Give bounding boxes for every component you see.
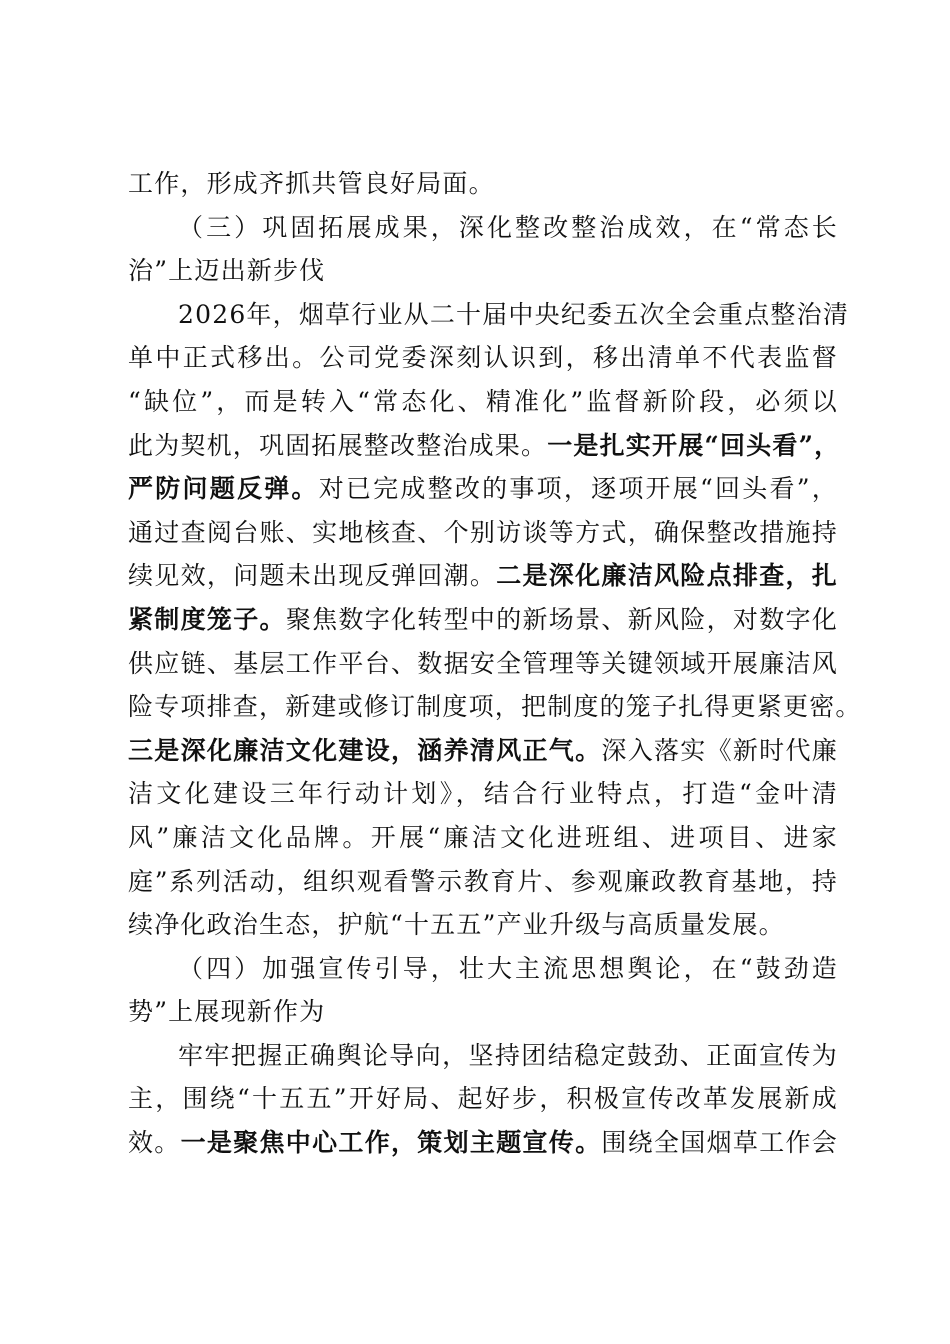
section-heading-3-line	[128, 206, 838, 250]
emphasis-text: 三是深化廉洁文化建设，涵养清风正气。	[128, 735, 602, 765]
paragraph-line	[128, 424, 841, 468]
body-text: （四）加强宣传引导，壮大主流思想舆论，在“鼓劲造	[178, 953, 838, 983]
body-text: 险专项排查，新建或修订制度项，把制度的笼子扎得更紧更密。	[128, 692, 862, 722]
emphasis-text: 紧制度笼子。	[128, 604, 286, 634]
body-text: 单中正式移出。公司党委深刻认识到，移出清单不代表监督	[128, 343, 838, 373]
body-text: 深入落实《新时代廉	[601, 735, 838, 765]
body-text: 势”上展现新作为	[128, 997, 326, 1027]
paragraph-line	[128, 380, 838, 424]
body-text: 治”上迈出新步伐	[128, 256, 326, 286]
body-text: 2026年，烟草行业从二十届中央纪委五次全会重点整治清	[178, 299, 850, 329]
emphasis-text: 一是聚焦中心工作，策划主题宣传。	[180, 1128, 602, 1158]
body-text: 洁文化建设三年行动计划》，结合行业特点，打造“金叶清	[128, 779, 838, 809]
paragraph-line	[128, 1077, 838, 1121]
body-text: 供应链、基层工作平台、数据安全管理等关键领域开展廉洁风	[128, 648, 838, 678]
body-text: 通过查阅台账、实地核查、个别访谈等方式，确保整改措施持	[128, 517, 838, 547]
paragraph-line	[128, 816, 838, 860]
paragraph-line	[128, 511, 838, 555]
emphasis-text: 严防问题反弹。	[128, 474, 319, 504]
paragraph-line	[128, 293, 850, 337]
body-text: 此为契机，巩固拓展整改整治成果。	[128, 430, 548, 460]
body-text: 工作，形成齐抓共管良好局面。	[128, 169, 495, 198]
paragraph-line	[128, 598, 838, 642]
paragraph-line	[128, 860, 838, 904]
body-text: 效。	[128, 1128, 181, 1158]
paragraph-line	[128, 685, 862, 729]
paragraph-line	[128, 729, 838, 773]
body-text: 庭”系列活动，组织观看警示教育片、参观廉政教育基地，持	[128, 866, 838, 896]
paragraph-line	[128, 554, 838, 598]
body-text: 风”廉洁文化品牌。开展“廉洁文化进班组、进项目、进家	[128, 822, 838, 852]
body-text: “缺位”，而是转入“常态化、精准化”监督新阶段，必须以	[128, 386, 838, 416]
section-heading-4-line	[128, 947, 838, 991]
body-text: 聚焦数字化转型中的新场景、新风险，对数字化	[285, 604, 839, 634]
emphasis-text: 一是扎实开展“回头看”，	[547, 430, 841, 460]
body-text: 围绕全国烟草工作会	[601, 1128, 839, 1158]
paragraph-line	[128, 467, 838, 511]
section-heading-4-line	[128, 990, 838, 1034]
paragraph-line	[128, 1034, 838, 1078]
paragraph-line	[128, 336, 838, 380]
body-text: 牢牢把握正确舆论导向，坚持团结稳定鼓劲、正面宣传为	[178, 1040, 838, 1070]
section-heading-3-line	[128, 249, 838, 293]
body-text: （三）巩固拓展成果，深化整改整治成效，在“常态长	[178, 212, 838, 242]
body-text: 续见效，问题未出现反弹回潮。	[128, 561, 497, 591]
emphasis-text: 二是深化廉洁风险点排查，扎	[496, 561, 838, 591]
document-body	[128, 162, 862, 1165]
body-text: 对已完成整改的事项，逐项开展“回头看”，	[318, 474, 838, 504]
body-text: 主，围绕“十五五”开好局、起好步，积极宣传改革发展新成	[128, 1084, 838, 1114]
paragraph-line	[128, 642, 838, 686]
body-text: 续净化政治生态，护航“十五五”产业升级与高质量发展。	[128, 910, 785, 940]
paragraph-line	[128, 162, 838, 206]
paragraph-line	[128, 1121, 838, 1165]
paragraph-line	[128, 903, 838, 947]
paragraph-line	[128, 772, 838, 816]
